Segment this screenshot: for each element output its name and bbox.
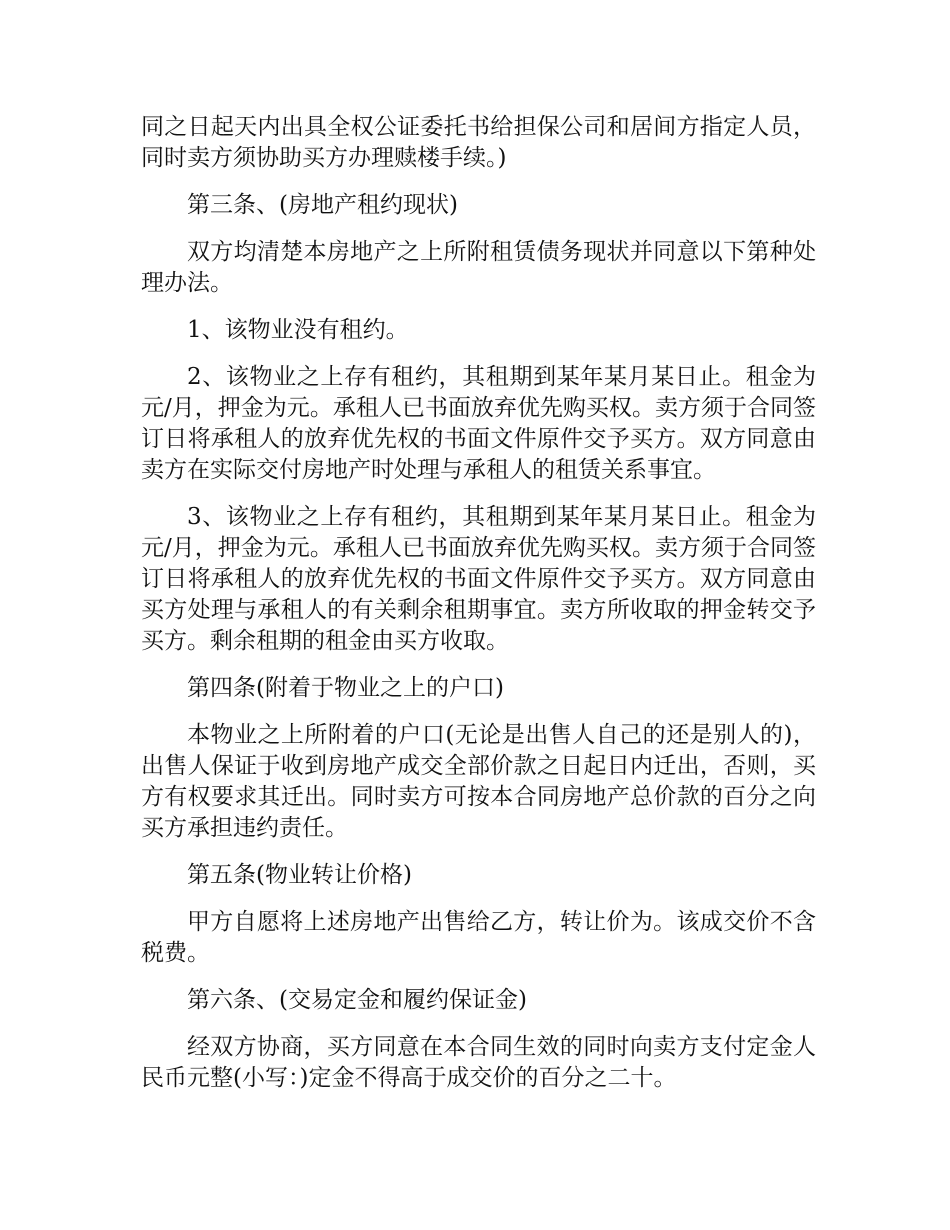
- document-body: [141, 112, 816, 1110]
- article-6-heading: 第六条、(交易定金和履约保证金): [187, 987, 527, 1013]
- article-3-heading: 第三条、(房地产租约现状): [187, 192, 458, 218]
- paragraph-household-registration: 本物业之上所附着的户口(无论是出售人自己的还是别人的)，出售人保证于收到房地产成交全部价款之日起日内迁出，否则，买方有权要求其迁出。同时卖方可按本合同房地产总价款的百分之向买方承担违约责任。: [141, 722, 816, 841]
- paragraph-lease-status: 双方均清楚本房地产之上所附租赁债务现状并同意以下第种处理办法。: [141, 239, 816, 296]
- paragraph-option-2: 2、该物业之上存有租约，其租期到某年某月某日止。租金为元/月，押金为元。承租人已书面放弃优先购买权。卖方须于合同签订日将承租人的放弃优先权的书面文件原件交予买方。双方同意由卖方在实际交付房地产时处理与承租人的租赁关系事宜。: [141, 364, 816, 483]
- paragraph-transfer-price: 甲方自愿将上述房地产出售给乙方，转让价为。该成交价不含税费。: [141, 909, 816, 966]
- article-4-heading: 第四条(附着于物业之上的户口): [187, 675, 504, 701]
- paragraph-deposit: 经双方协商，买方同意在本合同生效的同时向卖方支付定金人民币元整(小写：)定金不得高于成交价的百分之二十。: [141, 1034, 816, 1091]
- article-5-heading: 第五条(物业转让价格): [187, 862, 412, 888]
- paragraph-option-1: 1、该物业没有租约。: [187, 317, 409, 343]
- paragraph-option-3: 3、该物业之上存有租约，其租期到某年某月某日止。租金为元/月，押金为元。承租人已书面放弃优先购买权。卖方须于合同签订日将承租人的放弃优先权的书面文件原件交予买方。双方同意由买方处理与承租人的有关剩余租期事宜。卖方所收取的押金转交予买方。剩余租期的租金由买方收取。: [141, 504, 816, 654]
- paragraph-continuation: 同之日起天内出具全权公证委托书给担保公司和居间方指定人员，同时卖方须协助买方办理赎楼手续。): [141, 114, 816, 171]
